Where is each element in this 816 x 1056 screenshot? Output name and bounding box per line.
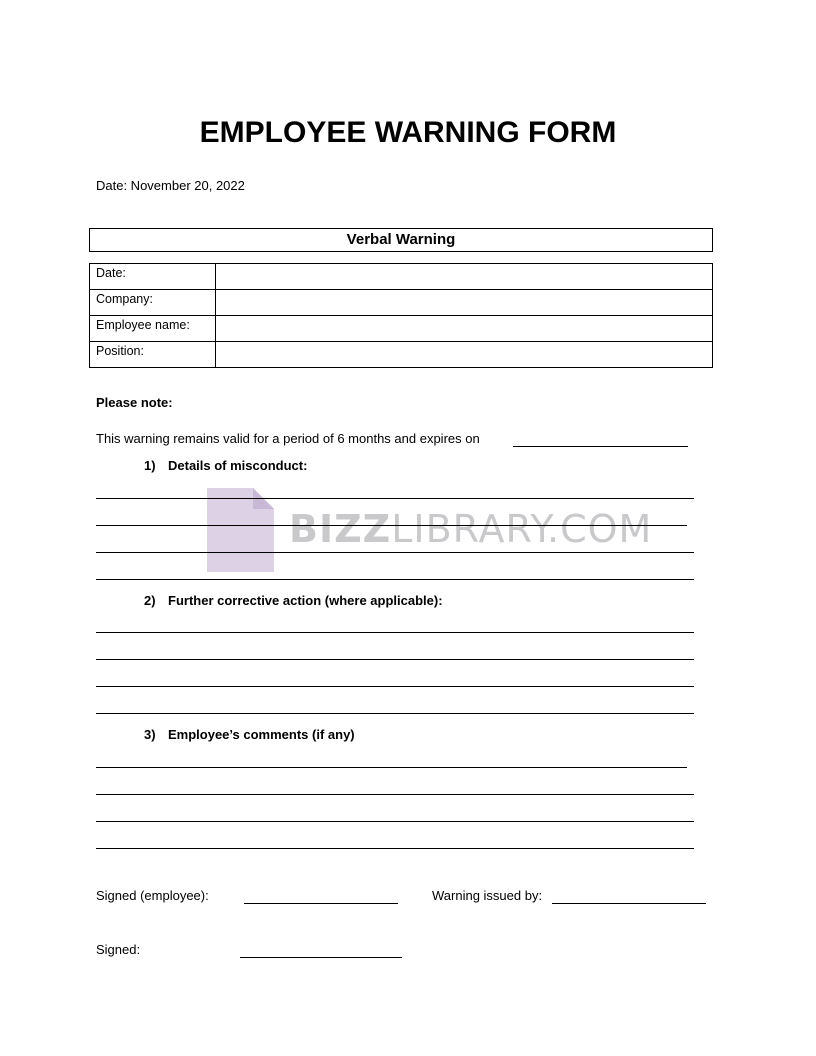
comments-line-3[interactable] <box>96 821 694 822</box>
section-heading: Details of misconduct: <box>168 458 308 473</box>
misconduct-line-2[interactable] <box>96 525 687 526</box>
signed-employee-label: Signed (employee): <box>96 888 209 903</box>
section-number: 1) <box>144 458 156 473</box>
row-label-date: Date: <box>90 264 216 290</box>
corrective-line-4[interactable] <box>96 713 694 714</box>
warning-type-banner: Verbal Warning <box>89 228 713 252</box>
row-label-company: Company: <box>90 290 216 316</box>
comments-line-1[interactable] <box>96 767 687 768</box>
expiry-date-line[interactable] <box>513 446 688 447</box>
corrective-line-3[interactable] <box>96 686 694 687</box>
section-number: 2) <box>144 593 156 608</box>
date-field[interactable] <box>216 264 713 290</box>
misconduct-line-1[interactable] <box>96 498 694 499</box>
table-row <box>90 316 713 342</box>
row-label-position: Position: <box>90 342 216 368</box>
form-date: Date: November 20, 2022 <box>96 178 245 193</box>
table-row <box>90 290 713 316</box>
issuer-signature-line[interactable] <box>552 903 706 904</box>
page-title: EMPLOYEE WARNING FORM <box>199 116 617 149</box>
table-row <box>90 264 713 290</box>
please-note-heading: Please note: <box>96 395 173 410</box>
section-heading: Further corrective action (where applicable): <box>168 593 443 608</box>
section-misconduct <box>144 458 307 473</box>
table-row <box>90 342 713 368</box>
warning-issued-by-label: Warning issued by: <box>432 888 543 903</box>
section-corrective-action <box>144 593 443 608</box>
employee-signature-line[interactable] <box>244 903 398 904</box>
section-employee-comments <box>144 727 355 742</box>
signed-label: Signed: <box>96 942 141 957</box>
position-field[interactable] <box>216 342 713 368</box>
section-heading: Employee’s comments (if any) <box>168 727 355 742</box>
misconduct-line-3[interactable] <box>96 552 694 553</box>
corrective-line-1[interactable] <box>96 632 694 633</box>
row-label-employee-name: Employee name: <box>90 316 216 342</box>
validity-statement: This warning remains valid for a period of 6 months and expires on <box>96 431 480 446</box>
comments-line-4[interactable] <box>96 848 694 849</box>
comments-line-2[interactable] <box>96 794 694 795</box>
corrective-line-2[interactable] <box>96 659 694 660</box>
employee-name-field[interactable] <box>216 316 713 342</box>
section-number: 3) <box>144 727 156 742</box>
signed-line[interactable] <box>240 957 402 958</box>
company-field[interactable] <box>216 290 713 316</box>
misconduct-line-4[interactable] <box>96 579 694 580</box>
watermark-text: BIZZLIBRARY.COM <box>289 507 653 551</box>
employee-info-table <box>89 263 713 368</box>
